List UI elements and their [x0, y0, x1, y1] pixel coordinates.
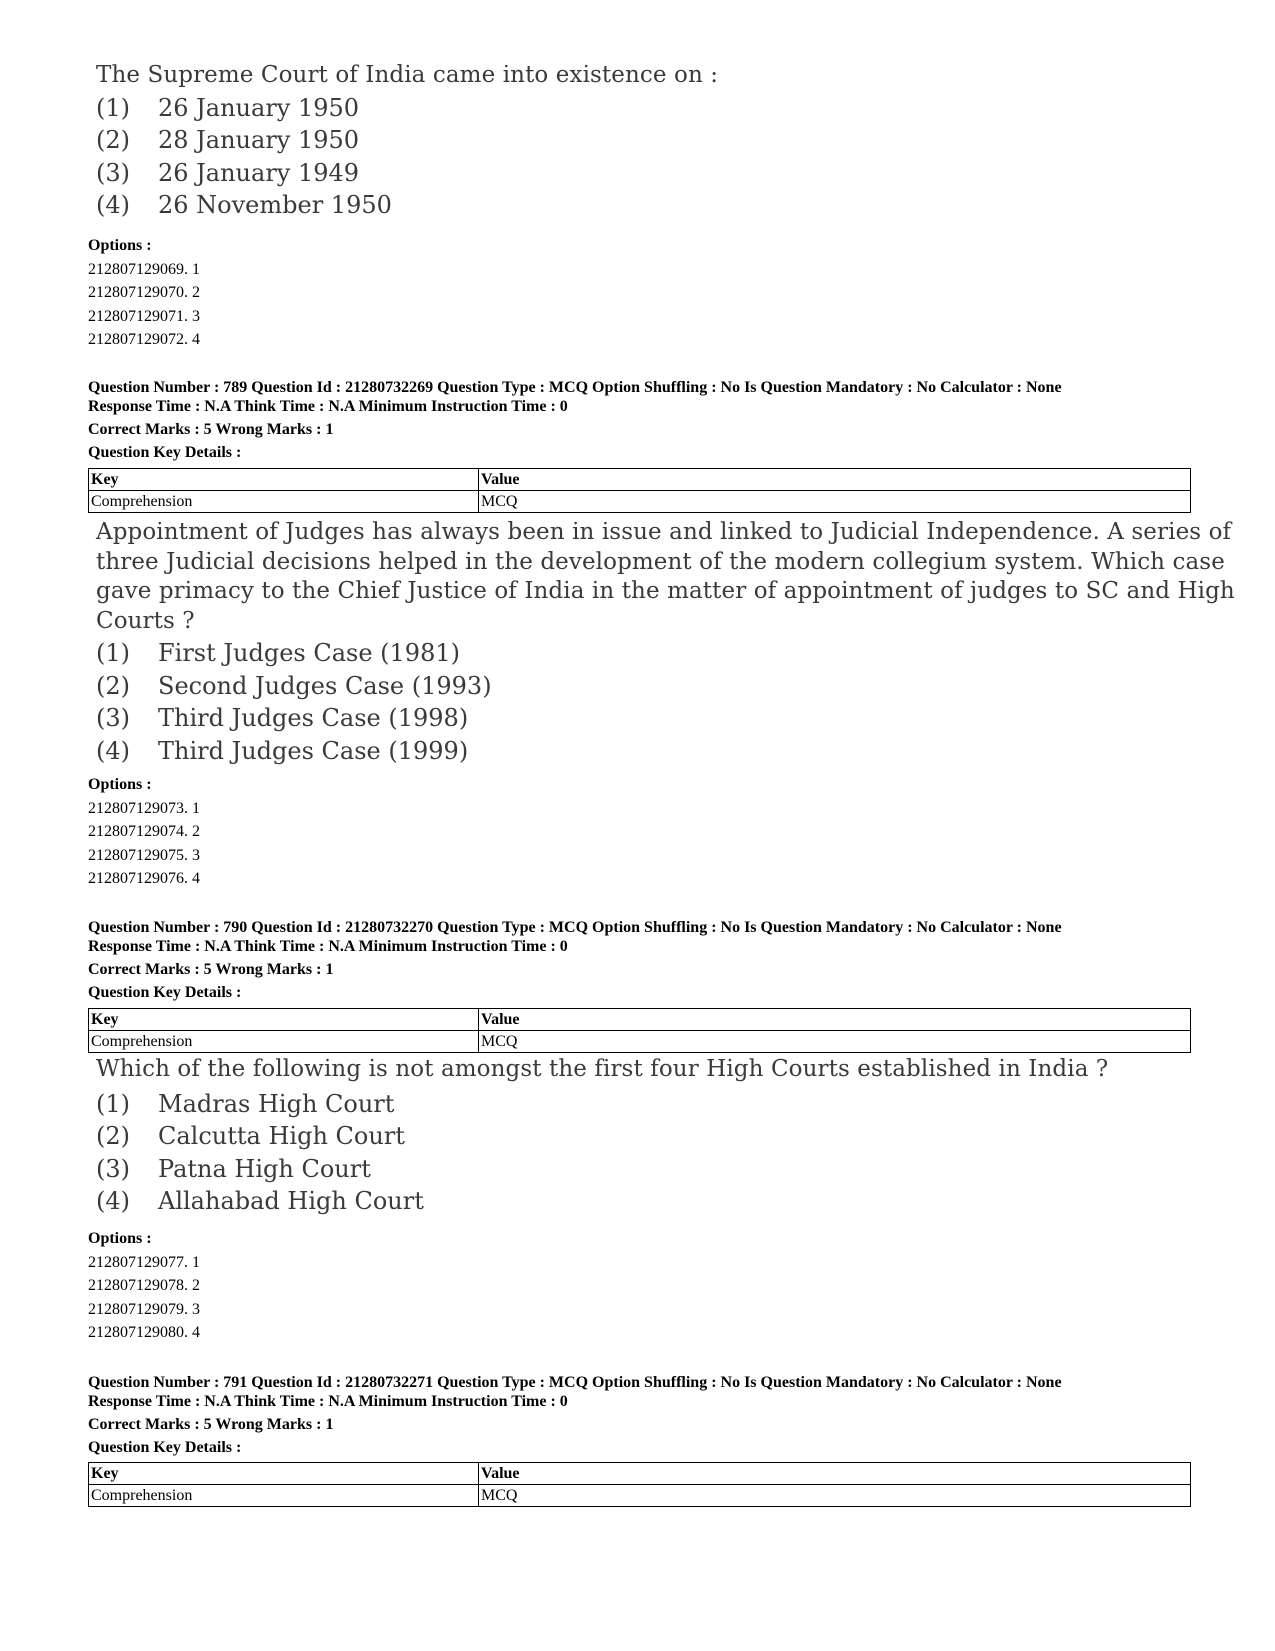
question-key-table — [88, 468, 1191, 513]
key-cell: Comprehension — [89, 1485, 479, 1507]
choice-3: (3) Patna High Court — [96, 1154, 371, 1183]
key-header: Key — [89, 1009, 479, 1031]
choice-1: (1) First Judges Case (1981) — [96, 639, 460, 667]
question-790-image — [96, 1055, 1108, 1218]
question-stem-line: three Judicial decisions helped in the development of the modern collegium system. Which case — [96, 548, 1225, 575]
key-header: Key — [89, 1463, 479, 1485]
option-item: 212807129070. 2 — [88, 284, 200, 301]
key-header: Key — [89, 469, 479, 491]
question-meta-line: Question Number : 791 Question Id : 21280732271 Question Type : MCQ Option Shuffling : No Is Question Mandatory : No Calculator : None — [88, 1374, 1062, 1391]
option-item: 212807129076. 4 — [88, 870, 200, 887]
choice-4: (4) Allahabad High Court — [96, 1187, 424, 1215]
question-meta-line: Question Number : 789 Question Id : 21280732269 Question Type : MCQ Option Shuffling : No Is Question Mandatory : No Calculator : None — [88, 379, 1062, 396]
options-label: Options : — [88, 1230, 152, 1247]
options-list-790 — [88, 1227, 200, 1345]
options-label: Options : — [88, 237, 152, 254]
key-details-label: Question Key Details : — [88, 444, 242, 461]
value-cell: MCQ — [479, 1031, 1191, 1053]
value-header: Value — [479, 1463, 1191, 1485]
question-stem: Which of the following is not amongst the first four High Courts established in India ? — [96, 1056, 1109, 1082]
question-791-meta — [88, 1373, 1208, 1457]
question-789-image — [96, 518, 1235, 767]
option-item: 212807129071. 3 — [88, 307, 200, 325]
options-list-789 — [88, 773, 200, 891]
question-key-table — [88, 1008, 1191, 1053]
options-list-788 — [88, 234, 200, 352]
question-key-table — [88, 1462, 1191, 1507]
question-789-meta — [88, 378, 1208, 462]
choice-2: (2) Second Judges Case (1993) — [96, 671, 492, 700]
option-item: 212807129075. 3 — [88, 846, 200, 864]
choice-3: (3) 26 January 1949 — [96, 158, 360, 187]
value-cell: MCQ — [479, 491, 1191, 513]
key-details-label: Question Key Details : — [88, 984, 242, 1001]
response-time-line: Response Time : N.A Think Time : N.A Minimum Instruction Time : 0 — [88, 398, 568, 415]
choice-2: (2) 28 January 1950 — [96, 126, 360, 154]
option-item: 212807129072. 4 — [88, 331, 200, 348]
option-item: 212807129077. 1 — [88, 1253, 200, 1271]
question-stem-line: gave primacy to the Chief Justice of India in the matter of appointment of judges to SC and High — [96, 578, 1235, 604]
value-cell: MCQ — [479, 1485, 1191, 1507]
marks-line: Correct Marks : 5 Wrong Marks : 1 — [88, 1416, 334, 1433]
question-788-image — [96, 61, 718, 222]
choice-1: (1) 26 January 1950 — [96, 93, 360, 122]
response-time-line: Response Time : N.A Think Time : N.A Minimum Instruction Time : 0 — [88, 1393, 568, 1410]
option-item: 212807129073. 1 — [88, 799, 200, 817]
key-cell: Comprehension — [89, 491, 479, 513]
value-header: Value — [479, 469, 1191, 491]
choice-1: (1) Madras High Court — [96, 1089, 395, 1118]
option-item: 212807129079. 3 — [88, 1300, 200, 1318]
marks-line: Correct Marks : 5 Wrong Marks : 1 — [88, 961, 334, 978]
choice-2: (2) Calcutta High Court — [96, 1122, 405, 1150]
choice-3: (3) Third Judges Case (1998) — [96, 704, 469, 732]
question-790-meta — [88, 918, 1208, 1002]
option-item: 212807129080. 4 — [88, 1324, 200, 1341]
options-label: Options : — [88, 776, 152, 793]
response-time-line: Response Time : N.A Think Time : N.A Minimum Instruction Time : 0 — [88, 938, 568, 955]
choice-4: (4) Third Judges Case (1999) — [96, 736, 469, 765]
question-meta-line: Question Number : 790 Question Id : 21280732270 Question Type : MCQ Option Shuffling : No Is Question Mandatory : No Calculator : None — [88, 919, 1062, 936]
question-stem: The Supreme Court of India came into existence on : — [96, 62, 719, 88]
question-stem-line: Appointment of Judges has always been in issue and linked to Judicial Independence. A series of — [96, 519, 1232, 545]
question-stem-line: Courts ? — [96, 607, 195, 634]
choice-4: (4) 26 November 1950 — [96, 191, 392, 219]
key-cell: Comprehension — [89, 1031, 479, 1053]
option-item: 212807129069. 1 — [88, 260, 200, 278]
option-item: 212807129078. 2 — [88, 1277, 200, 1294]
key-details-label: Question Key Details : — [88, 1439, 242, 1456]
marks-line: Correct Marks : 5 Wrong Marks : 1 — [88, 421, 334, 438]
value-header: Value — [479, 1009, 1191, 1031]
option-item: 212807129074. 2 — [88, 823, 200, 840]
